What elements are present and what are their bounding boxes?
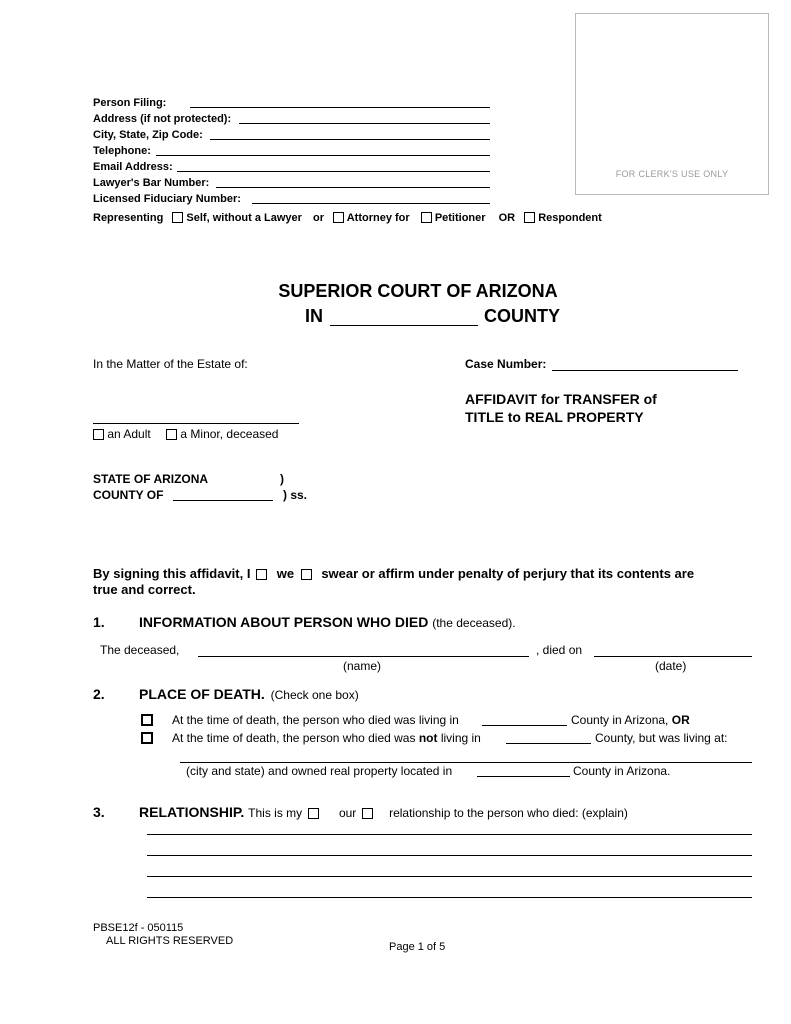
section2-heading [139, 686, 359, 702]
city-state-zip-label: City, State, Zip Code: [93, 129, 203, 141]
oath-i-checkbox[interactable] [256, 569, 267, 580]
county-name-field[interactable] [330, 325, 478, 326]
section2-note: (Check one box) [270, 688, 359, 702]
page-number: Page 1 of 5 [389, 941, 446, 953]
our-checkbox[interactable] [362, 808, 373, 819]
court-title: SUPERIOR COURT OF ARIZONA [278, 281, 558, 301]
person-filing-field[interactable] [190, 107, 490, 108]
other-county-field[interactable] [506, 743, 591, 744]
section2-title: PLACE OF DEATH. [139, 686, 265, 702]
living-in-arizona-checkbox[interactable] [141, 714, 153, 726]
oath-we-checkbox[interactable] [301, 569, 312, 580]
representing-row [93, 212, 602, 224]
self-checkbox[interactable] [172, 212, 183, 223]
minor-label: a Minor, deceased [180, 427, 279, 441]
venue-county-field[interactable] [173, 500, 273, 501]
not-living-in-arizona-checkbox[interactable] [141, 732, 153, 744]
case-number-field[interactable] [552, 370, 738, 371]
fiduciary-number-label: Licensed Fiduciary Number: [93, 193, 241, 205]
document-title-line1: AFFIDAVIT for TRANSFER of [465, 391, 657, 407]
address-label: Address (if not protected): [93, 113, 232, 125]
estate-of-label: In the Matter of the Estate of: [93, 357, 248, 371]
petitioner-label: Petitioner [434, 212, 486, 224]
name-caption: (name) [343, 659, 382, 673]
not-living-text-a: At the time of death, the person who died was [172, 731, 416, 745]
estate-name-field[interactable] [93, 423, 299, 424]
relationship-line-1[interactable] [147, 834, 752, 835]
bar-number-label: Lawyer's Bar Number: [93, 177, 210, 189]
county-of-label: COUNTY OF [93, 488, 164, 502]
representing-label: Representing [93, 212, 164, 224]
or-label: or [313, 212, 325, 224]
oath-text: swear or affirm under penalty of perjury that its contents are [321, 566, 695, 581]
city-state-zip-field[interactable] [210, 139, 490, 140]
oath-line1 [93, 566, 694, 581]
section2-number: 2. [93, 686, 105, 702]
this-is-my-label: This is my [248, 806, 303, 820]
clerk-use-box [575, 13, 769, 195]
relationship-line-4[interactable] [147, 897, 752, 898]
rights-reserved: ALL RIGHTS RESERVED [106, 935, 234, 947]
not-living-in-arizona-text [172, 731, 481, 745]
section3-title: RELATIONSHIP. [139, 804, 245, 820]
attorney-label: Attorney for [346, 212, 410, 224]
clerk-use-label: FOR CLERK'S USE ONLY [615, 169, 729, 179]
living-at-text: County, but was living at: [595, 731, 728, 745]
petitioner-checkbox[interactable] [421, 212, 432, 223]
city-state-caption: (city and state) and owned real property located in [186, 764, 453, 778]
adult-minor-row [93, 427, 278, 441]
arizona-county-field[interactable] [482, 725, 567, 726]
section3-heading [139, 804, 628, 820]
form-code: PBSE12f - 050115 [93, 922, 184, 934]
ss-label: ) ss. [283, 488, 308, 502]
respondent-checkbox[interactable] [524, 212, 535, 223]
fiduciary-number-field[interactable] [252, 203, 490, 204]
bar-number-field[interactable] [216, 187, 490, 188]
court-county-label: COUNTY [484, 306, 560, 326]
court-in-label: IN [305, 306, 323, 326]
or-upper-label: OR [498, 212, 516, 224]
venue-paren: ) [280, 472, 284, 486]
attorney-checkbox[interactable] [333, 212, 344, 223]
date-caption: (date) [655, 659, 687, 673]
relationship-line-3[interactable] [147, 876, 752, 877]
section1-heading [139, 614, 516, 630]
address-field[interactable] [239, 123, 490, 124]
living-in-arizona-text: At the time of death, the person who died was living in [172, 713, 459, 727]
section1-note: (the deceased). [432, 616, 516, 630]
section1-title: INFORMATION ABOUT PERSON WHO DIED [139, 614, 429, 630]
our-label: our [338, 806, 357, 820]
option-or-label: OR [671, 713, 690, 727]
adult-label: an Adult [107, 427, 151, 441]
document-title-line2: TITLE to REAL PROPERTY [465, 409, 644, 425]
section3-number: 3. [93, 804, 105, 820]
email-field[interactable] [177, 171, 490, 172]
not-emphasis: not [418, 731, 438, 745]
minor-checkbox[interactable] [166, 429, 177, 440]
property-county-suffix: County in Arizona. [573, 764, 671, 778]
self-label: Self, without a Lawyer [186, 212, 302, 224]
my-checkbox[interactable] [308, 808, 319, 819]
died-on-label: , died on [536, 643, 583, 657]
oath-we-label: we [276, 566, 295, 581]
deceased-label: The deceased, [100, 643, 180, 657]
oath-line2: true and correct. [93, 582, 196, 597]
relationship-explain-label: relationship to the person who died: (explain) [389, 806, 628, 820]
arizona-county-suffix [571, 713, 690, 727]
oath-i-text: By signing this affidavit, I [93, 566, 251, 581]
not-living-text-b: living in [440, 731, 481, 745]
property-county-field[interactable] [477, 776, 570, 777]
death-date-field[interactable] [594, 656, 752, 657]
email-label: Email Address: [93, 161, 173, 173]
relationship-line-2[interactable] [147, 855, 752, 856]
section1-number: 1. [93, 614, 105, 630]
telephone-field[interactable] [156, 155, 490, 156]
respondent-label: Respondent [538, 212, 602, 224]
telephone-label: Telephone: [93, 145, 151, 157]
case-number-label: Case Number: [465, 357, 547, 371]
deceased-name-field[interactable] [198, 656, 529, 657]
state-of-arizona-label: STATE OF ARIZONA [93, 472, 209, 486]
person-filing-label: Person Filing: [93, 97, 167, 109]
living-at-address-field[interactable] [180, 762, 752, 763]
county-in-arizona-text: County in Arizona, [571, 713, 669, 727]
adult-checkbox[interactable] [93, 429, 104, 440]
